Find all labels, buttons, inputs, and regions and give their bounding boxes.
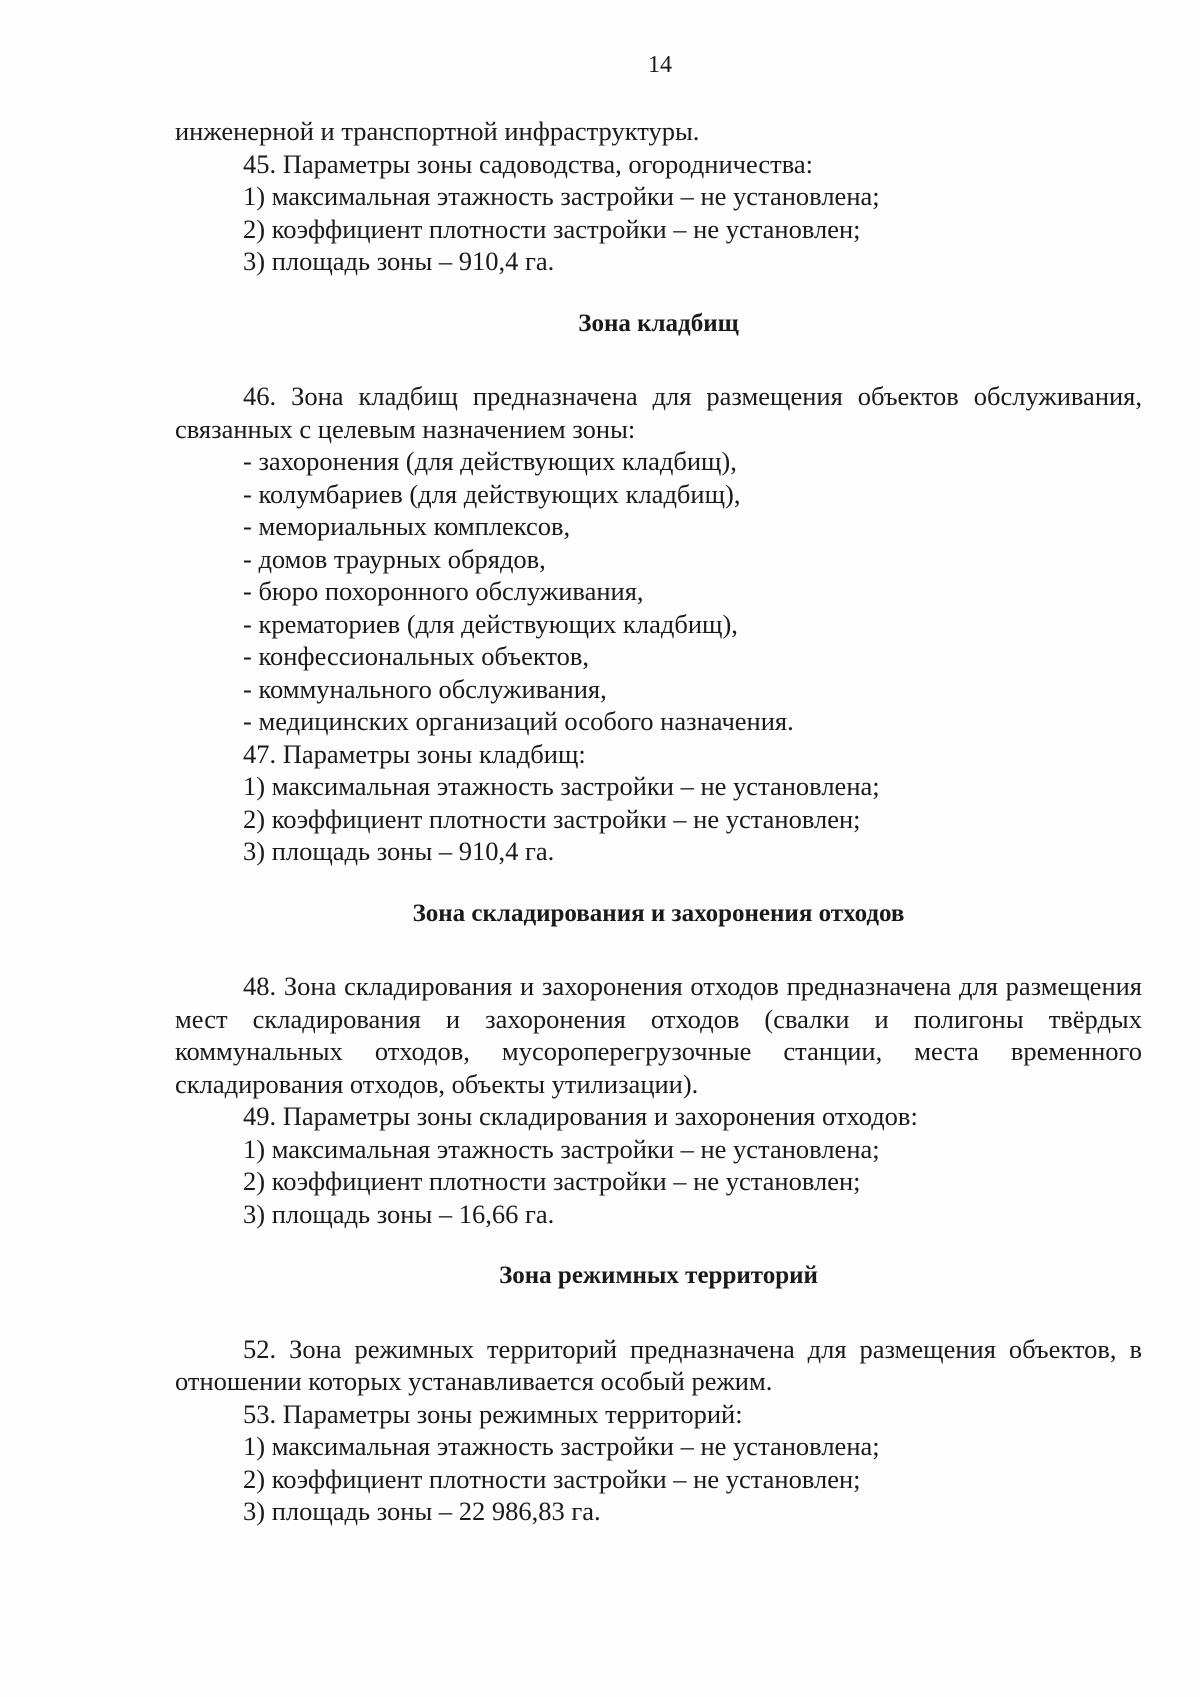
paragraph: 52. Зона режимных территорий предназначена для размещения объектов, в отношении которых устанавливается особый режим. [175, 1333, 1142, 1396]
list-item: 3) площадь зоны – 910,4 га. [243, 836, 555, 866]
paragraph: 46. Зона кладбищ предназначена для размещения объектов обслуживания, связанных с целевым назначением зоны: [175, 381, 1142, 444]
list-item: 2) коэффициент плотности застройки – не установлен; [243, 1166, 861, 1196]
list-item: - медицинских организаций особого назначения. [243, 706, 794, 736]
paragraph-continuation: инженерной и транспортной инфраструктуры. [175, 116, 700, 146]
list-item: 1) максимальная этажность застройки – не установлена; [243, 1431, 880, 1461]
section-heading: Зона складирования и захоронения отходов [412, 899, 905, 927]
paragraph: 48. Зона складирования и захоронения отходов предназначена для размещения мест складирования и захоронения отходов (свалки и полигоны твёрдых коммунальных отходов, мусороперегрузочные станции, места временного складирования отходов, объекты утилизации). [175, 971, 1142, 1099]
list-item: 3) площадь зоны – 22 986,83 га. [243, 1496, 601, 1526]
list-item: 3) площадь зоны – 16,66 га. [243, 1198, 555, 1229]
page-number: 14 [648, 52, 672, 78]
list-item: 45. Параметры зоны садоводства, огородничества: [243, 148, 814, 179]
list-item: 49. Параметры зоны складирования и захоронения отходов: [243, 1101, 918, 1131]
list-item: - крематориев (для действующих кладбищ), [243, 608, 738, 639]
list-item: - захоронения (для действующих кладбищ), [243, 446, 737, 476]
list-item: 53. Параметры зоны режимных территорий: [243, 1398, 743, 1429]
list-item: - колумбариев (для действующих кладбищ), [243, 478, 741, 509]
list-item: 1) максимальная этажность застройки – не установлена; [243, 771, 880, 801]
list-item: - домов траурных обрядов, [243, 543, 546, 574]
list-item: 2) коэффициент плотности застройки – не установлен; [243, 803, 861, 834]
section-heading: Зона кладбищ [578, 309, 739, 337]
list-item: - конфессиональных объектов, [243, 641, 589, 671]
list-item: - коммунального обслуживания, [243, 673, 607, 704]
list-item: - мемориальных комплексов, [243, 511, 571, 541]
list-item: 2) коэффициент плотности застройки – не установлен; [243, 213, 861, 244]
list-item: 1) максимальная этажность застройки – не установлена; [243, 1133, 880, 1164]
list-item: 3) площадь зоны – 910,4 га. [243, 246, 555, 276]
list-item: - бюро похоронного обслуживания, [243, 576, 644, 606]
list-item: 2) коэффициент плотности застройки – не установлен; [243, 1463, 861, 1494]
document-body [175, 115, 1142, 1528]
section-heading: Зона режимных территорий [499, 1262, 818, 1289]
list-item: 47. Параметры зоны кладбищ: [243, 738, 586, 769]
list-item: 1) максимальная этажность застройки – не установлена; [243, 181, 880, 211]
